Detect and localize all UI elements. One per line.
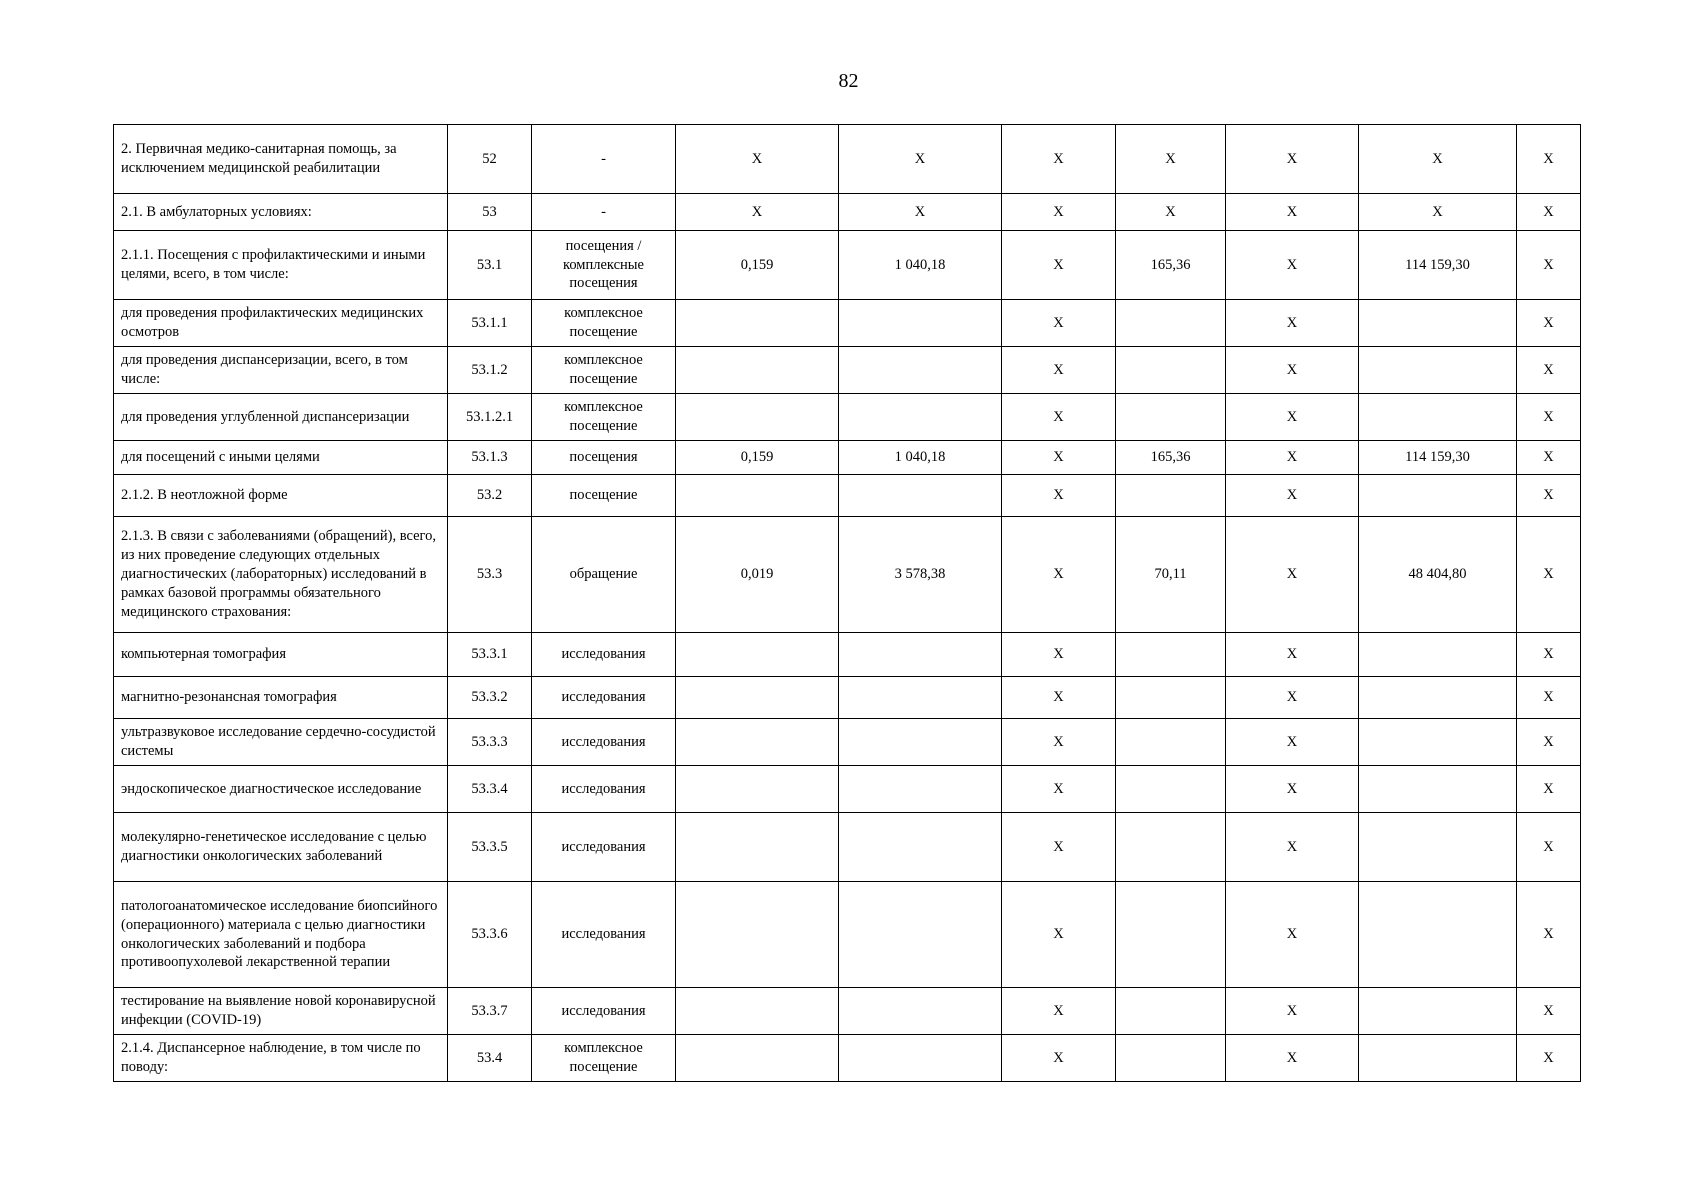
table-row [114,677,1581,719]
row-per-capita-cell [1116,633,1226,677]
row-volume-norm-cell [676,677,839,719]
row-volume-norm-cell [676,1035,839,1082]
row-col-10-cell: X [1517,988,1581,1035]
row-per-capita-cell: 165,36 [1116,231,1226,300]
row-total-cost-cell: 114 159,30 [1359,231,1517,300]
row-per-capita-cell [1116,766,1226,813]
row-col-10-cell: X [1517,394,1581,441]
row-col-10-cell: X [1517,231,1581,300]
row-per-capita-cell [1116,813,1226,882]
row-per-capita-cell [1116,988,1226,1035]
program-table [113,124,1581,1082]
row-name-cell: ультразвуковое исследование сердечно-сосудистой системы [114,719,448,766]
table-body [114,125,1581,1082]
row-col-6-cell: X [1002,347,1116,394]
row-volume-norm-cell [676,882,839,988]
row-col-8-cell: X [1226,882,1359,988]
row-unit-cell: исследования [532,677,676,719]
row-total-cost-cell [1359,766,1517,813]
row-col-10-cell: X [1517,441,1581,475]
row-code-cell: 53.3.4 [448,766,532,813]
row-name-cell: 2.1.1. Посещения с профилактическими и иными целями, всего, в том числе: [114,231,448,300]
row-col-8-cell: X [1226,677,1359,719]
table-row [114,125,1581,194]
row-col-8-cell: X [1226,125,1359,194]
row-total-cost-cell: 48 404,80 [1359,517,1517,633]
row-total-cost-cell [1359,882,1517,988]
row-per-capita-cell [1116,719,1226,766]
row-cost-norm-cell: 1 040,18 [839,231,1002,300]
row-col-6-cell: X [1002,394,1116,441]
row-col-6-cell: X [1002,194,1116,231]
row-total-cost-cell [1359,394,1517,441]
row-total-cost-cell [1359,719,1517,766]
row-volume-norm-cell [676,719,839,766]
row-col-6-cell: X [1002,766,1116,813]
row-col-10-cell: X [1517,766,1581,813]
row-code-cell: 53.3.1 [448,633,532,677]
table-row [114,882,1581,988]
row-code-cell: 53.4 [448,1035,532,1082]
row-col-10-cell: X [1517,125,1581,194]
row-code-cell: 53.1.1 [448,300,532,347]
row-unit-cell: исследования [532,633,676,677]
row-per-capita-cell: 70,11 [1116,517,1226,633]
row-col-10-cell: X [1517,517,1581,633]
row-cost-norm-cell: X [839,194,1002,231]
row-col-8-cell: X [1226,633,1359,677]
row-unit-cell: комплексное посещение [532,347,676,394]
table-row [114,813,1581,882]
row-name-cell: 2. Первичная медико-санитарная помощь, за исключением медицинской реабилитации [114,125,448,194]
row-total-cost-cell [1359,813,1517,882]
row-volume-norm-cell: X [676,194,839,231]
row-code-cell: 52 [448,125,532,194]
row-col-10-cell: X [1517,677,1581,719]
row-code-cell: 53 [448,194,532,231]
row-unit-cell: комплексное посещение [532,1035,676,1082]
row-name-cell: 2.1. В амбулаторных условиях: [114,194,448,231]
row-total-cost-cell: X [1359,194,1517,231]
row-col-6-cell: X [1002,1035,1116,1082]
row-cost-norm-cell: 1 040,18 [839,441,1002,475]
row-col-8-cell: X [1226,441,1359,475]
row-col-6-cell: X [1002,882,1116,988]
row-total-cost-cell [1359,475,1517,517]
row-col-6-cell: X [1002,633,1116,677]
row-col-8-cell: X [1226,719,1359,766]
row-cost-norm-cell [839,813,1002,882]
row-col-10-cell: X [1517,633,1581,677]
row-code-cell: 53.1 [448,231,532,300]
row-unit-cell: исследования [532,719,676,766]
row-code-cell: 53.3 [448,517,532,633]
row-code-cell: 53.1.2.1 [448,394,532,441]
row-col-10-cell: X [1517,882,1581,988]
row-unit-cell: исследования [532,766,676,813]
table-row [114,347,1581,394]
row-col-8-cell: X [1226,1035,1359,1082]
row-cost-norm-cell [839,394,1002,441]
row-per-capita-cell [1116,1035,1226,1082]
row-col-8-cell: X [1226,766,1359,813]
row-cost-norm-cell [839,766,1002,813]
row-unit-cell: посещения [532,441,676,475]
table-row [114,441,1581,475]
page-number: 82 [838,70,859,92]
row-total-cost-cell [1359,677,1517,719]
row-col-10-cell: X [1517,719,1581,766]
table-row [114,1035,1581,1082]
row-col-10-cell: X [1517,1035,1581,1082]
row-name-cell: для проведения углубленной диспансеризации [114,394,448,441]
row-col-8-cell: X [1226,231,1359,300]
row-col-8-cell: X [1226,813,1359,882]
row-cost-norm-cell [839,677,1002,719]
row-per-capita-cell [1116,300,1226,347]
row-name-cell: 2.1.4. Диспансерное наблюдение, в том числе по поводу: [114,1035,448,1082]
row-volume-norm-cell [676,813,839,882]
table-row [114,300,1581,347]
row-col-10-cell: X [1517,813,1581,882]
row-volume-norm-cell [676,300,839,347]
row-col-6-cell: X [1002,300,1116,347]
row-col-6-cell: X [1002,441,1116,475]
row-code-cell: 53.3.6 [448,882,532,988]
row-code-cell: 53.2 [448,475,532,517]
row-name-cell: 2.1.2. В неотложной форме [114,475,448,517]
row-unit-cell: - [532,194,676,231]
row-name-cell: для посещений с иными целями [114,441,448,475]
row-code-cell: 53.1.3 [448,441,532,475]
row-total-cost-cell: X [1359,125,1517,194]
row-unit-cell: исследования [532,882,676,988]
row-total-cost-cell: 114 159,30 [1359,441,1517,475]
row-name-cell: магнитно-резонансная томография [114,677,448,719]
row-col-10-cell: X [1517,347,1581,394]
row-per-capita-cell [1116,882,1226,988]
row-per-capita-cell: 165,36 [1116,441,1226,475]
row-total-cost-cell [1359,347,1517,394]
row-name-cell: молекулярно-генетическое исследование с целью диагностики онкологических заболеваний [114,813,448,882]
row-cost-norm-cell [839,347,1002,394]
row-total-cost-cell [1359,633,1517,677]
row-volume-norm-cell [676,766,839,813]
row-volume-norm-cell [676,988,839,1035]
row-col-6-cell: X [1002,517,1116,633]
row-col-8-cell: X [1226,300,1359,347]
row-cost-norm-cell [839,633,1002,677]
row-code-cell: 53.3.3 [448,719,532,766]
row-per-capita-cell [1116,347,1226,394]
table-row [114,475,1581,517]
row-col-6-cell: X [1002,988,1116,1035]
row-unit-cell: исследования [532,988,676,1035]
row-col-10-cell: X [1517,194,1581,231]
row-cost-norm-cell: X [839,125,1002,194]
row-col-10-cell: X [1517,300,1581,347]
table-row [114,766,1581,813]
row-name-cell: эндоскопическое диагностическое исследование [114,766,448,813]
row-name-cell: для проведения диспансеризации, всего, в том числе: [114,347,448,394]
row-cost-norm-cell: 3 578,38 [839,517,1002,633]
row-unit-cell: исследования [532,813,676,882]
table-row [114,633,1581,677]
row-col-6-cell: X [1002,475,1116,517]
row-per-capita-cell [1116,677,1226,719]
row-col-6-cell: X [1002,677,1116,719]
row-unit-cell: посещение [532,475,676,517]
row-col-8-cell: X [1226,394,1359,441]
row-volume-norm-cell: 0,159 [676,231,839,300]
row-cost-norm-cell [839,475,1002,517]
row-unit-cell: обращение [532,517,676,633]
row-code-cell: 53.1.2 [448,347,532,394]
table-row [114,194,1581,231]
row-code-cell: 53.3.7 [448,988,532,1035]
row-volume-norm-cell: 0,019 [676,517,839,633]
row-col-6-cell: X [1002,813,1116,882]
row-cost-norm-cell [839,1035,1002,1082]
row-cost-norm-cell [839,300,1002,347]
row-volume-norm-cell: 0,159 [676,441,839,475]
row-volume-norm-cell [676,394,839,441]
row-col-8-cell: X [1226,517,1359,633]
row-volume-norm-cell [676,475,839,517]
row-col-8-cell: X [1226,347,1359,394]
row-col-10-cell: X [1517,475,1581,517]
table-row [114,517,1581,633]
row-unit-cell: комплексное посещение [532,394,676,441]
row-cost-norm-cell [839,988,1002,1035]
row-name-cell: тестирование на выявление новой коронавирусной инфекции (COVID-19) [114,988,448,1035]
row-unit-cell: комплексное посещение [532,300,676,347]
table-row [114,394,1581,441]
row-unit-cell: посещения / комплексные посещения [532,231,676,300]
row-per-capita-cell [1116,475,1226,517]
row-name-cell: компьютерная томография [114,633,448,677]
row-volume-norm-cell: X [676,125,839,194]
row-per-capita-cell: X [1116,194,1226,231]
row-per-capita-cell [1116,394,1226,441]
row-col-6-cell: X [1002,125,1116,194]
row-unit-cell: - [532,125,676,194]
table-row [114,988,1581,1035]
row-volume-norm-cell [676,347,839,394]
table-row [114,231,1581,300]
row-name-cell: патологоанатомическое исследование биопсийного (операционного) материала с целью диагностики онкологических заболеваний и подбора противоопухолевой лекарственной терапии [114,882,448,988]
table-row [114,719,1581,766]
row-name-cell: для проведения профилактических медицинских осмотров [114,300,448,347]
row-col-6-cell: X [1002,719,1116,766]
row-col-8-cell: X [1226,988,1359,1035]
row-col-6-cell: X [1002,231,1116,300]
row-code-cell: 53.3.2 [448,677,532,719]
row-name-cell: 2.1.3. В связи с заболеваниями (обращений), всего, из них проведение следующих отдельных диагностических (лабораторных) исследований в рамках базовой программы обязательного медицинского страхования: [114,517,448,633]
row-cost-norm-cell [839,719,1002,766]
row-volume-norm-cell [676,633,839,677]
row-total-cost-cell [1359,300,1517,347]
row-total-cost-cell [1359,988,1517,1035]
row-col-8-cell: X [1226,194,1359,231]
row-col-8-cell: X [1226,475,1359,517]
row-total-cost-cell [1359,1035,1517,1082]
row-cost-norm-cell [839,882,1002,988]
row-code-cell: 53.3.5 [448,813,532,882]
row-per-capita-cell: X [1116,125,1226,194]
